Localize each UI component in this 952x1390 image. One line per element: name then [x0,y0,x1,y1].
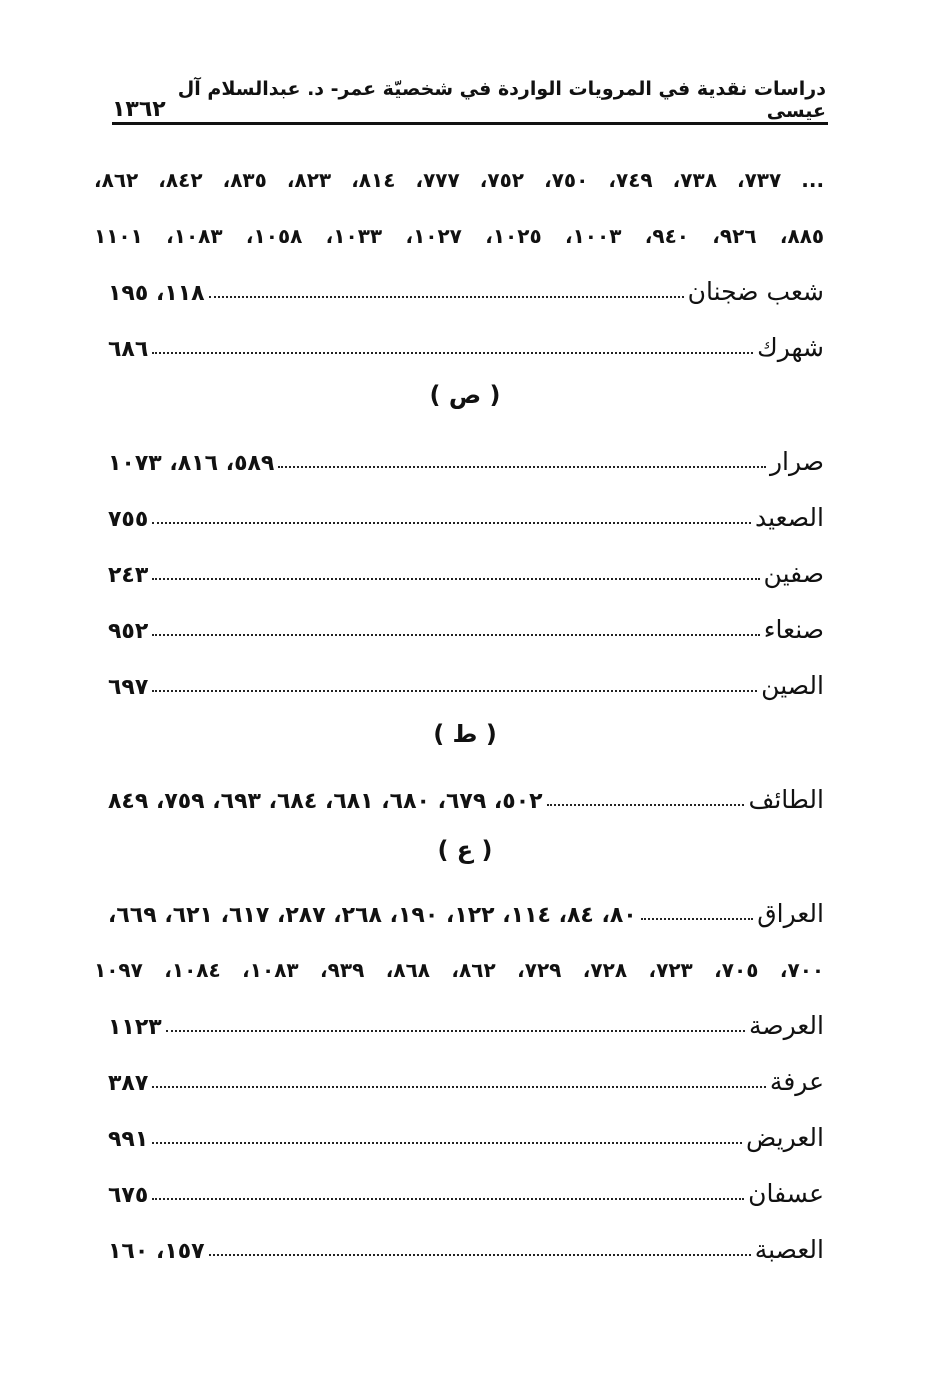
index-entry [94,600,824,644]
index-entry [94,544,824,588]
entry-pages: ٩٥٢ [108,619,149,644]
entry-term: صفين [763,559,824,588]
entry-pages: ٩٩١ [108,1127,149,1152]
index-entry [94,656,824,700]
leader-dots [152,1086,766,1088]
index-continuation-line [94,148,824,192]
header-title: دراسات نقدية في المرويات الواردة في شخصيّة عمر- د. عبدالسلام آل عيسى [177,78,826,122]
index-entry [94,996,824,1040]
entry-pages: ٣٨٧ [108,1071,149,1096]
entry-term: الصين [761,671,824,700]
entry-term: الطائف [748,785,824,814]
entry-pages: ١١٢٣ [108,1015,162,1040]
entry-term: عسفان [748,1179,824,1208]
entry-pages: ٥٠٢، ٦٧٩، ٦٨٠، ٦٨١، ٦٨٤، ٦٩٣، ٧٥٩، ٨٤٩ [108,789,543,814]
leader-dots [152,634,759,636]
entry-term: العصبة [754,1235,824,1264]
section-heading: ( ع ) [437,836,493,864]
continuation-pages: ٧٠٠، ٧٠٥، ٧٢٣، ٧٢٨، ٧٢٩، ٨٦٢، ٨٦٨، ٩٣٩، ١٠٨٣، ١٠٨٤، ١٠٩٧ [94,958,825,982]
index-continuation-line [94,938,824,982]
index-entry [94,770,824,814]
entry-pages: ٥٨٩، ٨١٦، ١٠٧٣ [108,451,275,476]
entry-pages: ٨٠، ٨٤، ١١٤، ١٢٢، ١٩٠، ٢٦٨، ٢٨٧، ٦١٧، ٦٢١، ٦٦٩، [108,903,637,928]
leader-dots [209,1254,751,1256]
leader-dots [152,690,757,692]
leader-dots [152,578,759,580]
leader-dots [641,918,754,920]
index-entry [94,884,824,928]
entry-pages: ٦٩٧ [108,675,149,700]
index-entry [94,1164,824,1208]
entry-pages: ١١٨، ١٩٥ [108,281,205,306]
section-heading: ( ط ) [433,720,497,748]
continuation-pages: ... ٧٣٧، ٧٣٨، ٧٤٩، ٧٥٠، ٧٥٢، ٧٧٧، ٨١٤، ٨٢٣، ٨٣٥، ٨٤٢، ٨٦٢، [94,168,825,192]
entry-term: شهرك [757,333,824,362]
entry-pages: ٧٥٥ [108,507,149,532]
entry-term: العرصة [748,1011,824,1040]
index-entry [94,1108,824,1152]
index-entry [94,1052,824,1096]
entry-term: صرار [769,447,824,476]
continuation-pages: ٨٨٥، ٩٢٦، ٩٤٠، ١٠٠٣، ١٠٢٥، ١٠٢٧، ١٠٣٣، ١٠٥٨، ١٠٨٣، ١١٠١ [94,224,825,248]
entry-pages: ٦٧٥ [108,1183,149,1208]
entry-term: شعب ضجنان [687,277,824,306]
leader-dots [152,1142,742,1144]
index-entry [94,318,824,362]
leader-dots [209,296,684,298]
entry-term: الصعيد [755,503,824,532]
running-header [112,78,826,122]
section-heading: ( ص ) [429,381,501,409]
leader-dots [166,1030,745,1032]
entry-term: العراق [757,899,824,928]
leader-dots [547,804,745,806]
leader-dots [152,1198,744,1200]
entry-term: صنعاء [763,615,824,644]
leader-dots [152,522,751,524]
index-entry [94,432,824,476]
index-entry [94,1220,824,1264]
leader-dots [152,352,753,354]
entry-term: العريض [745,1123,824,1152]
entry-term: عرفة [769,1067,824,1096]
index-entry [94,488,824,532]
leader-dots [278,466,766,468]
entry-pages: ٢٤٣ [108,563,149,588]
header-rule [112,122,828,125]
entry-pages: ١٥٧، ١٦٠ [108,1239,205,1264]
entry-pages: ٦٨٦ [108,337,149,362]
page-number: ١٣٦٢ [112,97,166,122]
index-continuation-line [94,204,824,248]
index-entry [94,262,824,306]
